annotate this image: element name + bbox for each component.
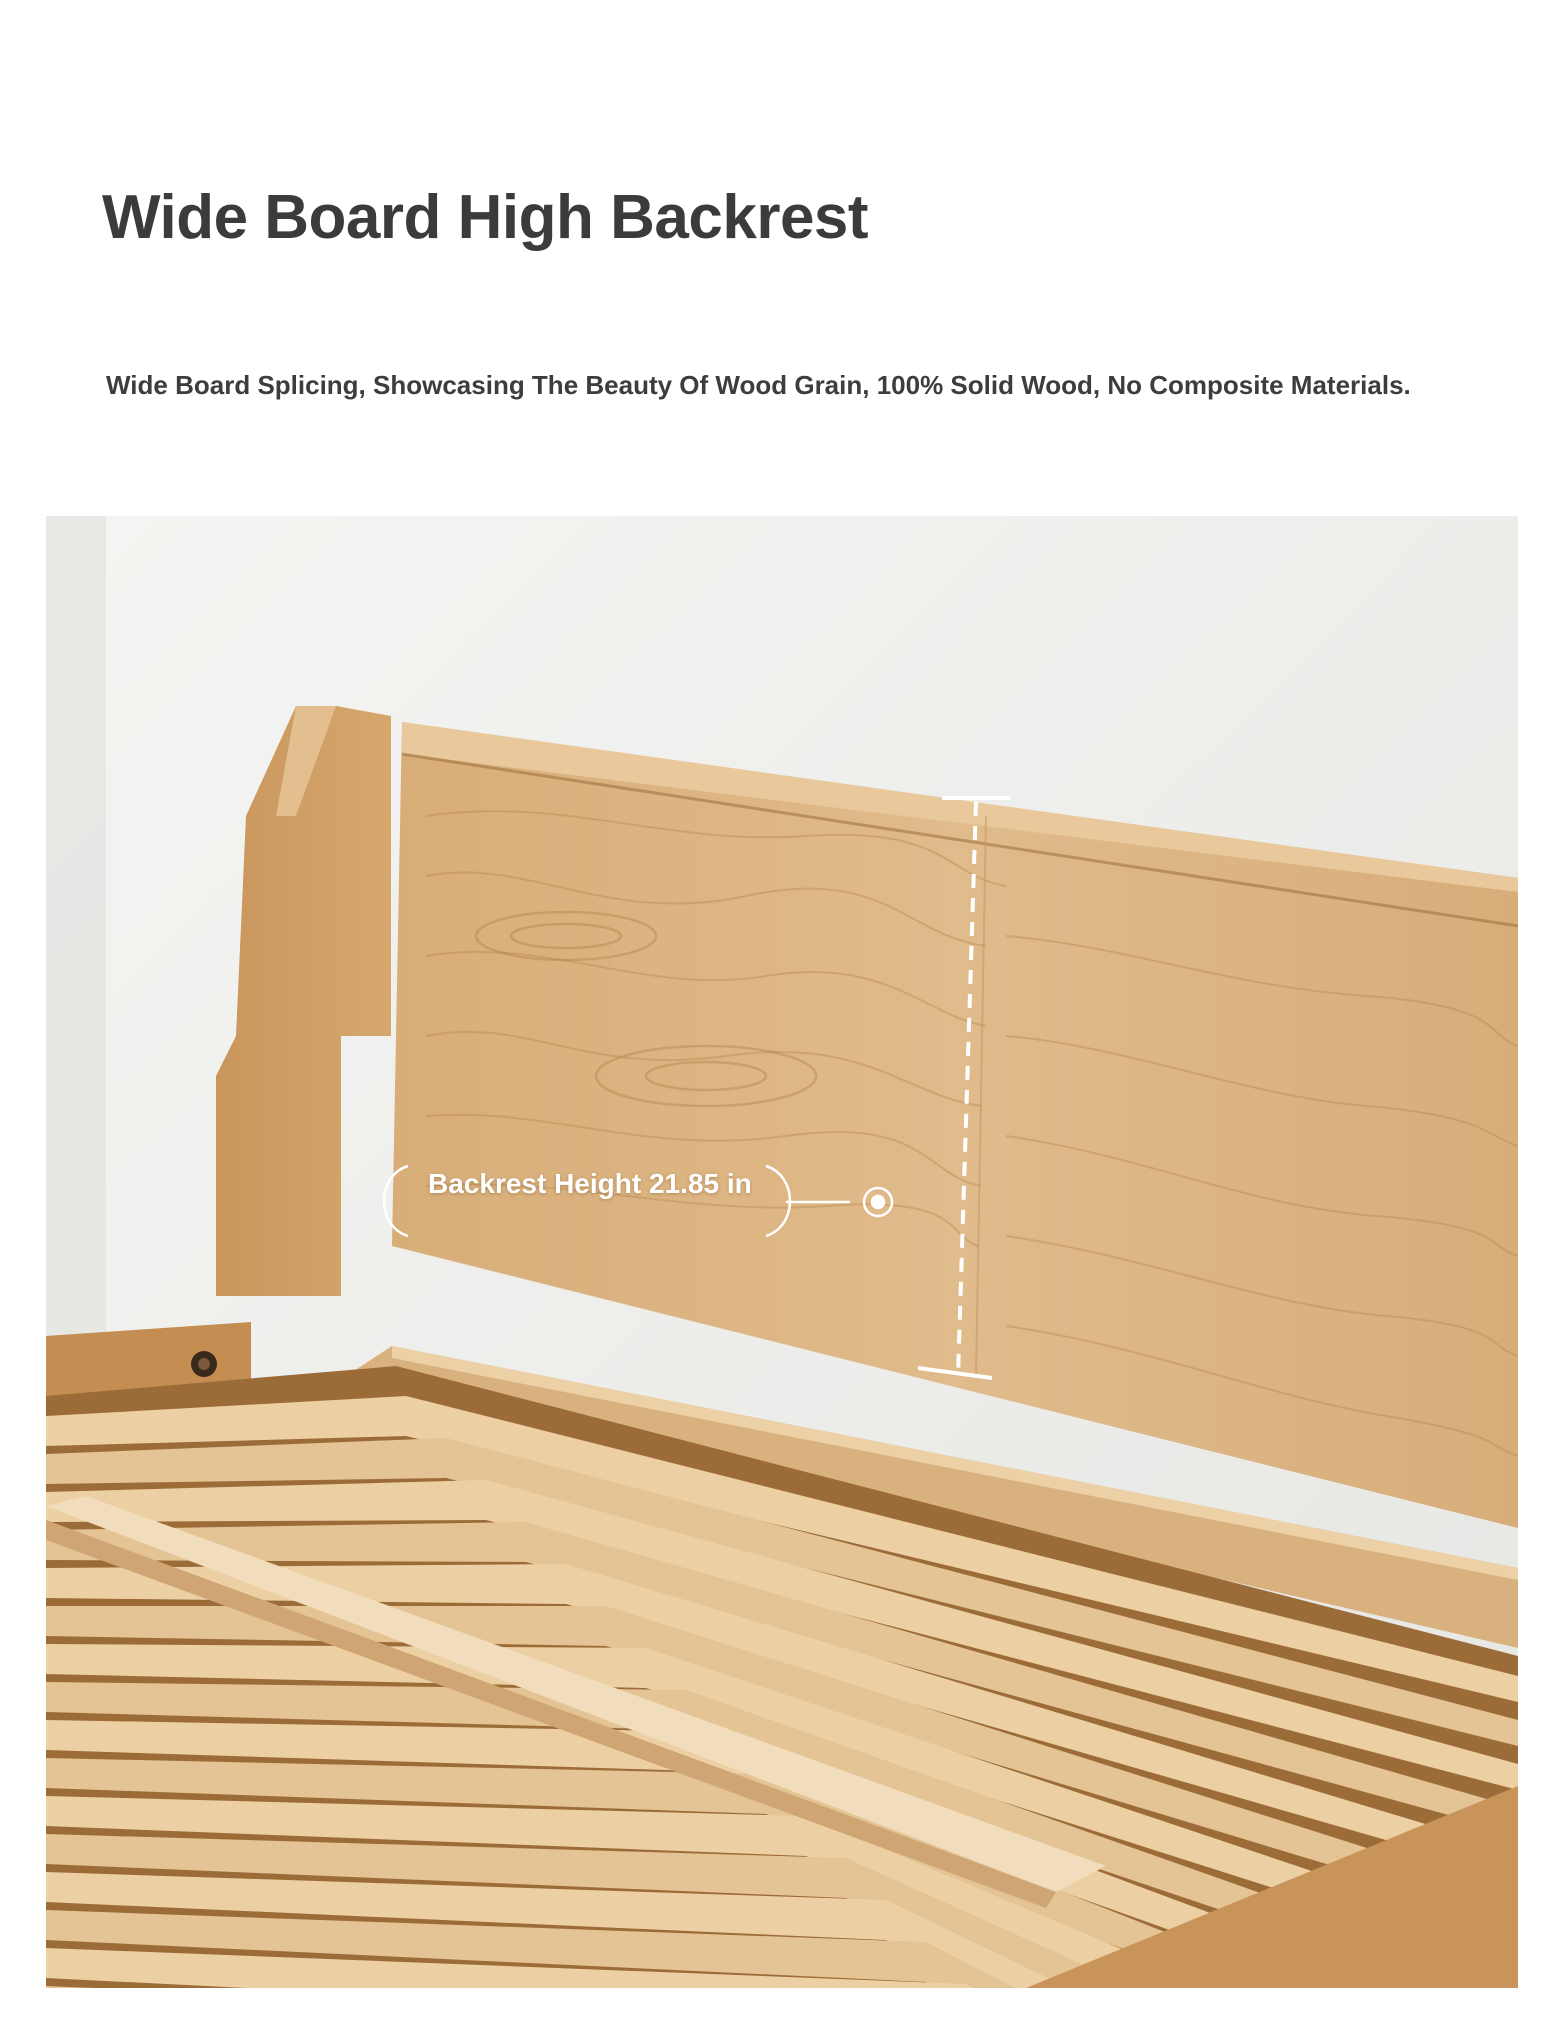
page-title: Wide Board High Backrest — [102, 183, 869, 252]
bed-illustration — [46, 516, 1518, 1988]
page-subtitle: Wide Board Splicing, Showcasing The Beauty Of Wood Grain, 100% Solid Wood, No Composite Materials. — [106, 370, 1411, 400]
backrest-height-label: Backrest Height 21.85 in — [428, 1168, 752, 1199]
product-photo — [46, 516, 1518, 1988]
